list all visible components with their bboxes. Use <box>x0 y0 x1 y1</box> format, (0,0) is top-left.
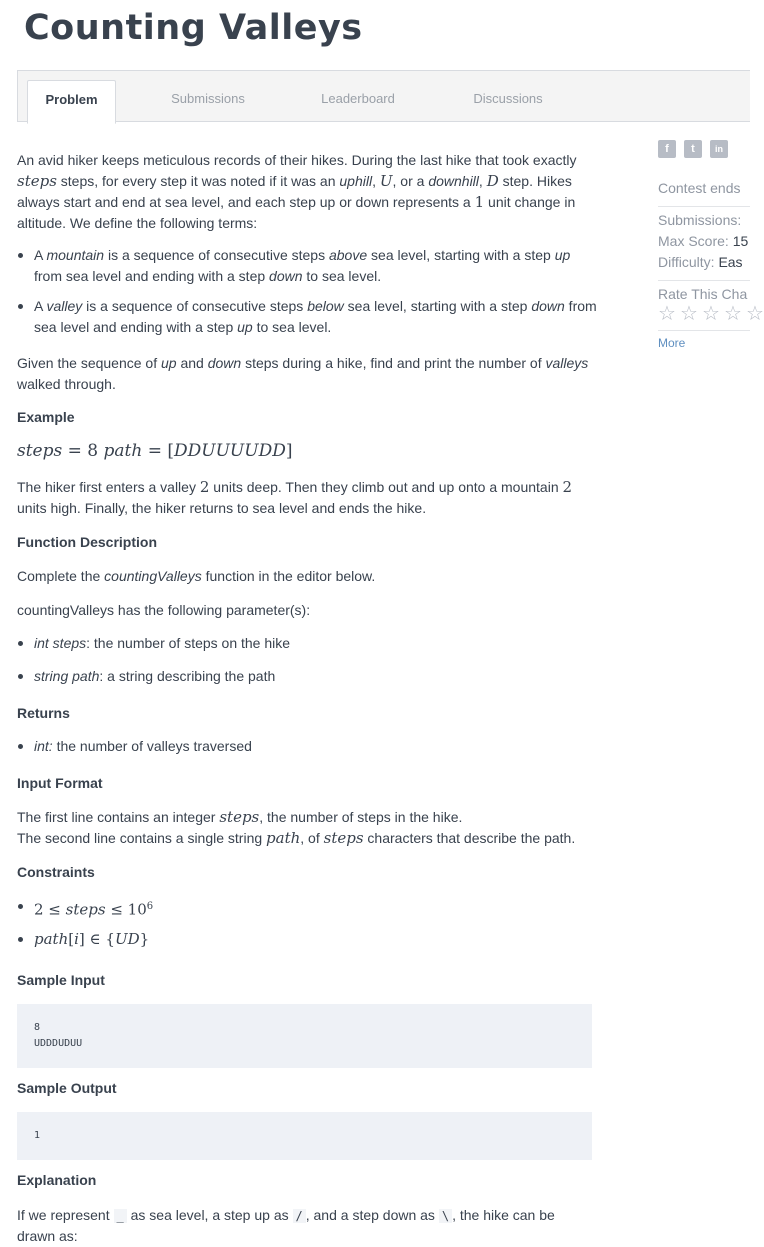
example-heading: Example <box>17 409 75 425</box>
tab-leaderboard[interactable]: Leaderboard <box>321 91 395 106</box>
star-icon[interactable]: ☆ <box>680 303 698 325</box>
tab-bar <box>17 70 750 122</box>
function-description-heading: Function Description <box>17 534 157 550</box>
star-icon[interactable]: ☆ <box>658 303 676 325</box>
example-formula: steps = 8 path = [DDUUUUDD] <box>17 441 293 461</box>
sample-input-block <box>17 1004 592 1068</box>
sample-output-block <box>17 1112 592 1160</box>
divider <box>658 280 750 281</box>
tab-submissions[interactable]: Submissions <box>171 91 245 106</box>
facebook-icon[interactable]: f <box>658 140 676 158</box>
explanation-heading: Explanation <box>17 1172 97 1188</box>
returns-heading: Returns <box>17 705 70 721</box>
function-description-text: Complete the countingValleys function in the editor below. <box>17 568 376 584</box>
example-text: The hiker first enters a valley 2 units deep. Then they climb out and up onto a mountain 2 units high. Finally, the hiker returns to sea level and ends the hike. <box>17 478 573 516</box>
intro-paragraph: An avid hiker keeps meticulous records of their hikes. During the last hike that took exactly steps steps, for every step it was noted if it was an uphill, U, or a downhill, D step. Hikes always start and end at sea level, and each step up or down represents a 1 unit change in altitude. We define the following terms: <box>17 152 577 231</box>
input-format-heading: Input Format <box>17 775 103 791</box>
explanation-text-line2: drawn as: <box>17 1228 78 1244</box>
star-icon[interactable]: ☆ <box>746 303 764 325</box>
tab-problem[interactable]: Problem <box>27 80 116 124</box>
contest-ends-label: Contest ends <box>658 180 741 196</box>
sample-output-heading: Sample Output <box>17 1080 117 1096</box>
sample-input-heading: Sample Input <box>17 972 105 988</box>
explanation-text: If we represent _ as sea level, a step up as / , and a step down as \ , the hike can be <box>17 1207 555 1223</box>
star-rating <box>658 303 764 326</box>
constraints-heading: Constraints <box>17 864 95 880</box>
difficulty-row: Difficulty: Eas <box>658 254 743 270</box>
submissions-label: Submissions: <box>658 212 742 228</box>
constraint-path: path[i] ∈ {UD} <box>17 929 597 950</box>
more-link[interactable]: More <box>658 336 686 350</box>
divider <box>658 330 750 331</box>
sample-input-line: 8 <box>34 1022 41 1033</box>
param-path: string path: a string describing the path <box>17 666 597 687</box>
page-title: Counting Valleys <box>24 8 363 48</box>
given-paragraph: Given the sequence of up and down steps during a hike, find and print the number of valleys walked through. <box>17 355 589 392</box>
twitter-icon[interactable]: t <box>684 140 702 158</box>
input-format-line1: The first line contains an integer steps, the number of steps in the hike. <box>17 808 463 826</box>
linkedin-icon[interactable]: in <box>710 140 728 158</box>
divider <box>658 206 750 207</box>
input-format-line2: The second line contains a single string path, of steps characters that describe the path. <box>17 829 576 847</box>
returns-item: int: the number of valleys traversed <box>17 736 597 757</box>
definition-valley: A valley is a sequence of consecutive steps below sea level, starting with a step down from sea level and ending with a step up to sea level. <box>17 296 597 338</box>
constraint-steps: 2 ≤ steps ≤ $10^6$ <box>17 896 597 921</box>
max-score-row: Max Score: 15 <box>658 233 749 249</box>
sample-input-line: UDDDUDUU <box>34 1038 83 1049</box>
param-steps: int steps: the number of steps on the hike <box>17 633 597 654</box>
sample-output-line: 1 <box>34 1130 41 1141</box>
params-intro: countingValleys has the following parameter(s): <box>17 602 311 618</box>
definition-mountain: A mountain is a sequence of consecutive steps above sea level, starting with a step up from sea level and ending with a step down to sea level. <box>17 245 597 287</box>
sidebar <box>658 140 764 360</box>
star-icon[interactable]: ☆ <box>702 303 720 325</box>
star-icon[interactable]: ☆ <box>724 303 742 325</box>
tab-discussions[interactable]: Discussions <box>473 91 543 106</box>
rate-label: Rate This Cha <box>658 286 748 302</box>
